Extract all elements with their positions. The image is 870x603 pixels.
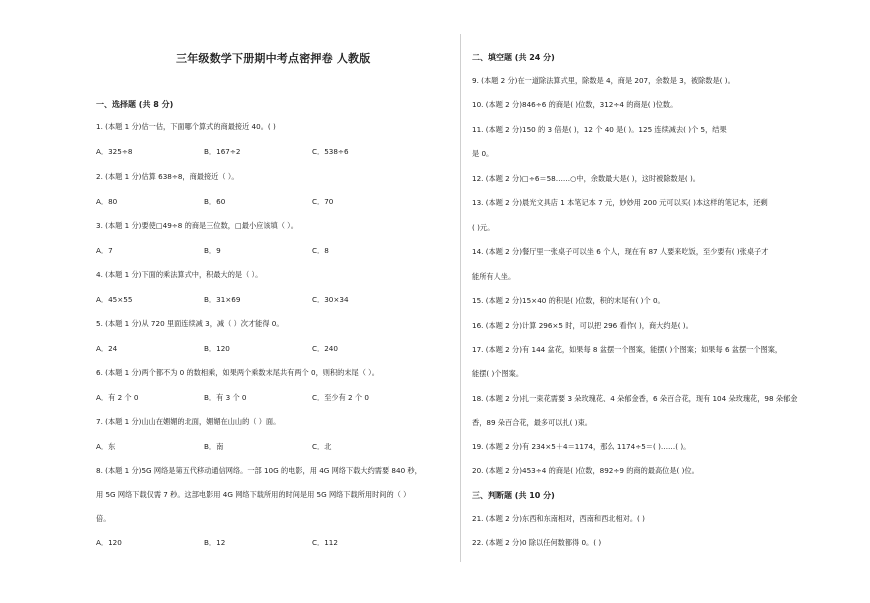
option-c: C．北	[312, 442, 332, 451]
question-3: 3. (本题 1 分)要使□49÷8 的商是三位数，□最小应该填（ ）。	[96, 221, 298, 230]
option-c: C．70	[312, 197, 334, 206]
option-b: B．31×69	[204, 295, 241, 304]
question-11-line-1: 11. (本题 2 分)150 的 3 倍是( )，12 个 40 是( )。125 连续减去( )个 5，结果	[472, 125, 727, 134]
option-c: C．112	[312, 538, 338, 547]
question-2: 2. (本题 1 分)估算 638÷8，商最接近（ ）。	[96, 172, 239, 181]
question-22: 22. (本题 2 分)0 除以任何数都得 0。( )	[472, 538, 602, 547]
question-11-line-2: 是 0。	[472, 149, 494, 158]
question-17-line-2: 能摆( )个图案。	[472, 369, 524, 378]
option-b: B．120	[204, 344, 230, 353]
option-a: A．东	[96, 442, 116, 451]
section-fill-in: 二、填空题 (共 24 分)	[472, 53, 555, 62]
question-8-line-2: 用 5G 网络下载仅需 7 秒。这部电影用 4G 网络下载所用的时间是用 5G 网络下载所用时间的（ ）	[96, 490, 411, 499]
option-a: A．45×55	[96, 295, 133, 304]
question-18-line-2: 香，89 朵百合花，最多可以扎( )束。	[472, 418, 592, 427]
question-19: 19. (本题 2 分)有 234×5＋4＝1174，那么 1174÷5＝( )……( )。	[472, 442, 691, 451]
question-14-line-1: 14. (本题 2 分)餐厅里一张桌子可以坐 6 个人，现在有 87 人要来吃饭，至少要有( )张桌子才	[472, 247, 769, 256]
option-b: B．南	[204, 442, 224, 451]
question-12: 12. (本题 2 分)□÷6＝58……○中，余数最大是( )，这时被除数是( )。	[472, 174, 700, 183]
question-13-line-2: ( )元。	[472, 223, 495, 232]
question-7: 7. (本题 1 分)山山在媚媚的北面，媚媚在山山的（ ）面。	[96, 417, 281, 426]
question-1: 1. (本题 1 分)估一估，下面哪个算式的商最接近 40。( )	[96, 122, 276, 131]
question-14-line-2: 能所有人坐。	[472, 272, 516, 281]
option-c: C．8	[312, 246, 329, 255]
question-5: 5. (本题 1 分)从 720 里面连续减 3，减（ ）次才能得 0。	[96, 319, 284, 328]
option-a: A．有 2 个 0	[96, 393, 139, 402]
question-15: 15. (本题 2 分)15×40 的积是( )位数，积的末尾有( )个 0。	[472, 296, 665, 305]
column-divider	[460, 34, 461, 562]
option-a: A．120	[96, 538, 122, 547]
page-title: 三年级数学下册期中考点密押卷 人教版	[176, 52, 371, 65]
question-9: 9. (本题 2 分)在一道除法算式里，除数是 4，商是 207，余数是 3，被除数是( )。	[472, 76, 735, 85]
question-6: 6. (本题 1 分)两个都不为 0 的数相乘，如果两个乘数末尾共有两个 0，则积的末尾（ ）。	[96, 368, 379, 377]
option-c: C．538÷6	[312, 147, 349, 156]
option-a: A．24	[96, 344, 118, 353]
option-b: B．12	[204, 538, 226, 547]
option-a: A．80	[96, 197, 118, 206]
question-18-line-1: 18. (本题 2 分)扎一束花需要 3 朵玫瑰花、4 朵郁金香，6 朵百合花，现有 104 朵玫瑰花，98 朵郁金	[472, 394, 798, 403]
option-b: B．9	[204, 246, 221, 255]
question-8-line-1: 8. (本题 1 分)5G 网络是第五代移动通信网络。一部 10G 的电影，用 4G 网络下载大约需要 840 秒，	[96, 466, 422, 475]
option-c: C．30×34	[312, 295, 349, 304]
option-a: A．325÷8	[96, 147, 133, 156]
question-13-line-1: 13. (本题 2 分)晨光文具店 1 本笔记本 7 元，妙妙用 200 元可以买( )本这样的笔记本，还剩	[472, 198, 768, 207]
question-8-line-3: 倍。	[96, 514, 111, 523]
question-16: 16. (本题 2 分)计算 296×5 时，可以把 296 看作( )，商大约是( )。	[472, 321, 693, 330]
question-20: 20. (本题 2 分)453÷4 的商是( )位数，892÷9 的商的最高位是( )位。	[472, 466, 699, 475]
option-b: B．有 3 个 0	[204, 393, 247, 402]
option-b: B．167÷2	[204, 147, 241, 156]
section-true-false: 三、判断题 (共 10 分)	[472, 491, 555, 500]
option-c: C．至少有 2 个 0	[312, 393, 369, 402]
question-21: 21. (本题 2 分)东西和东南相对，西南和西北相对。( )	[472, 514, 645, 523]
option-b: B．60	[204, 197, 226, 206]
question-10: 10. (本题 2 分)846÷6 的商是( )位数，312÷4 的商是( )位数。	[472, 100, 678, 109]
section-multiple-choice: 一、选择题 (共 8 分)	[96, 100, 174, 109]
question-17-line-1: 17. (本题 2 分)有 144 盆花，如果每 8 盆摆一个图案，能摆( )个图案；如果每 6 盆摆一个图案，	[472, 345, 783, 354]
question-4: 4. (本题 1 分)下面的乘法算式中，积最大的是（ ）。	[96, 270, 263, 279]
option-a: A．7	[96, 246, 113, 255]
option-c: C．240	[312, 344, 338, 353]
